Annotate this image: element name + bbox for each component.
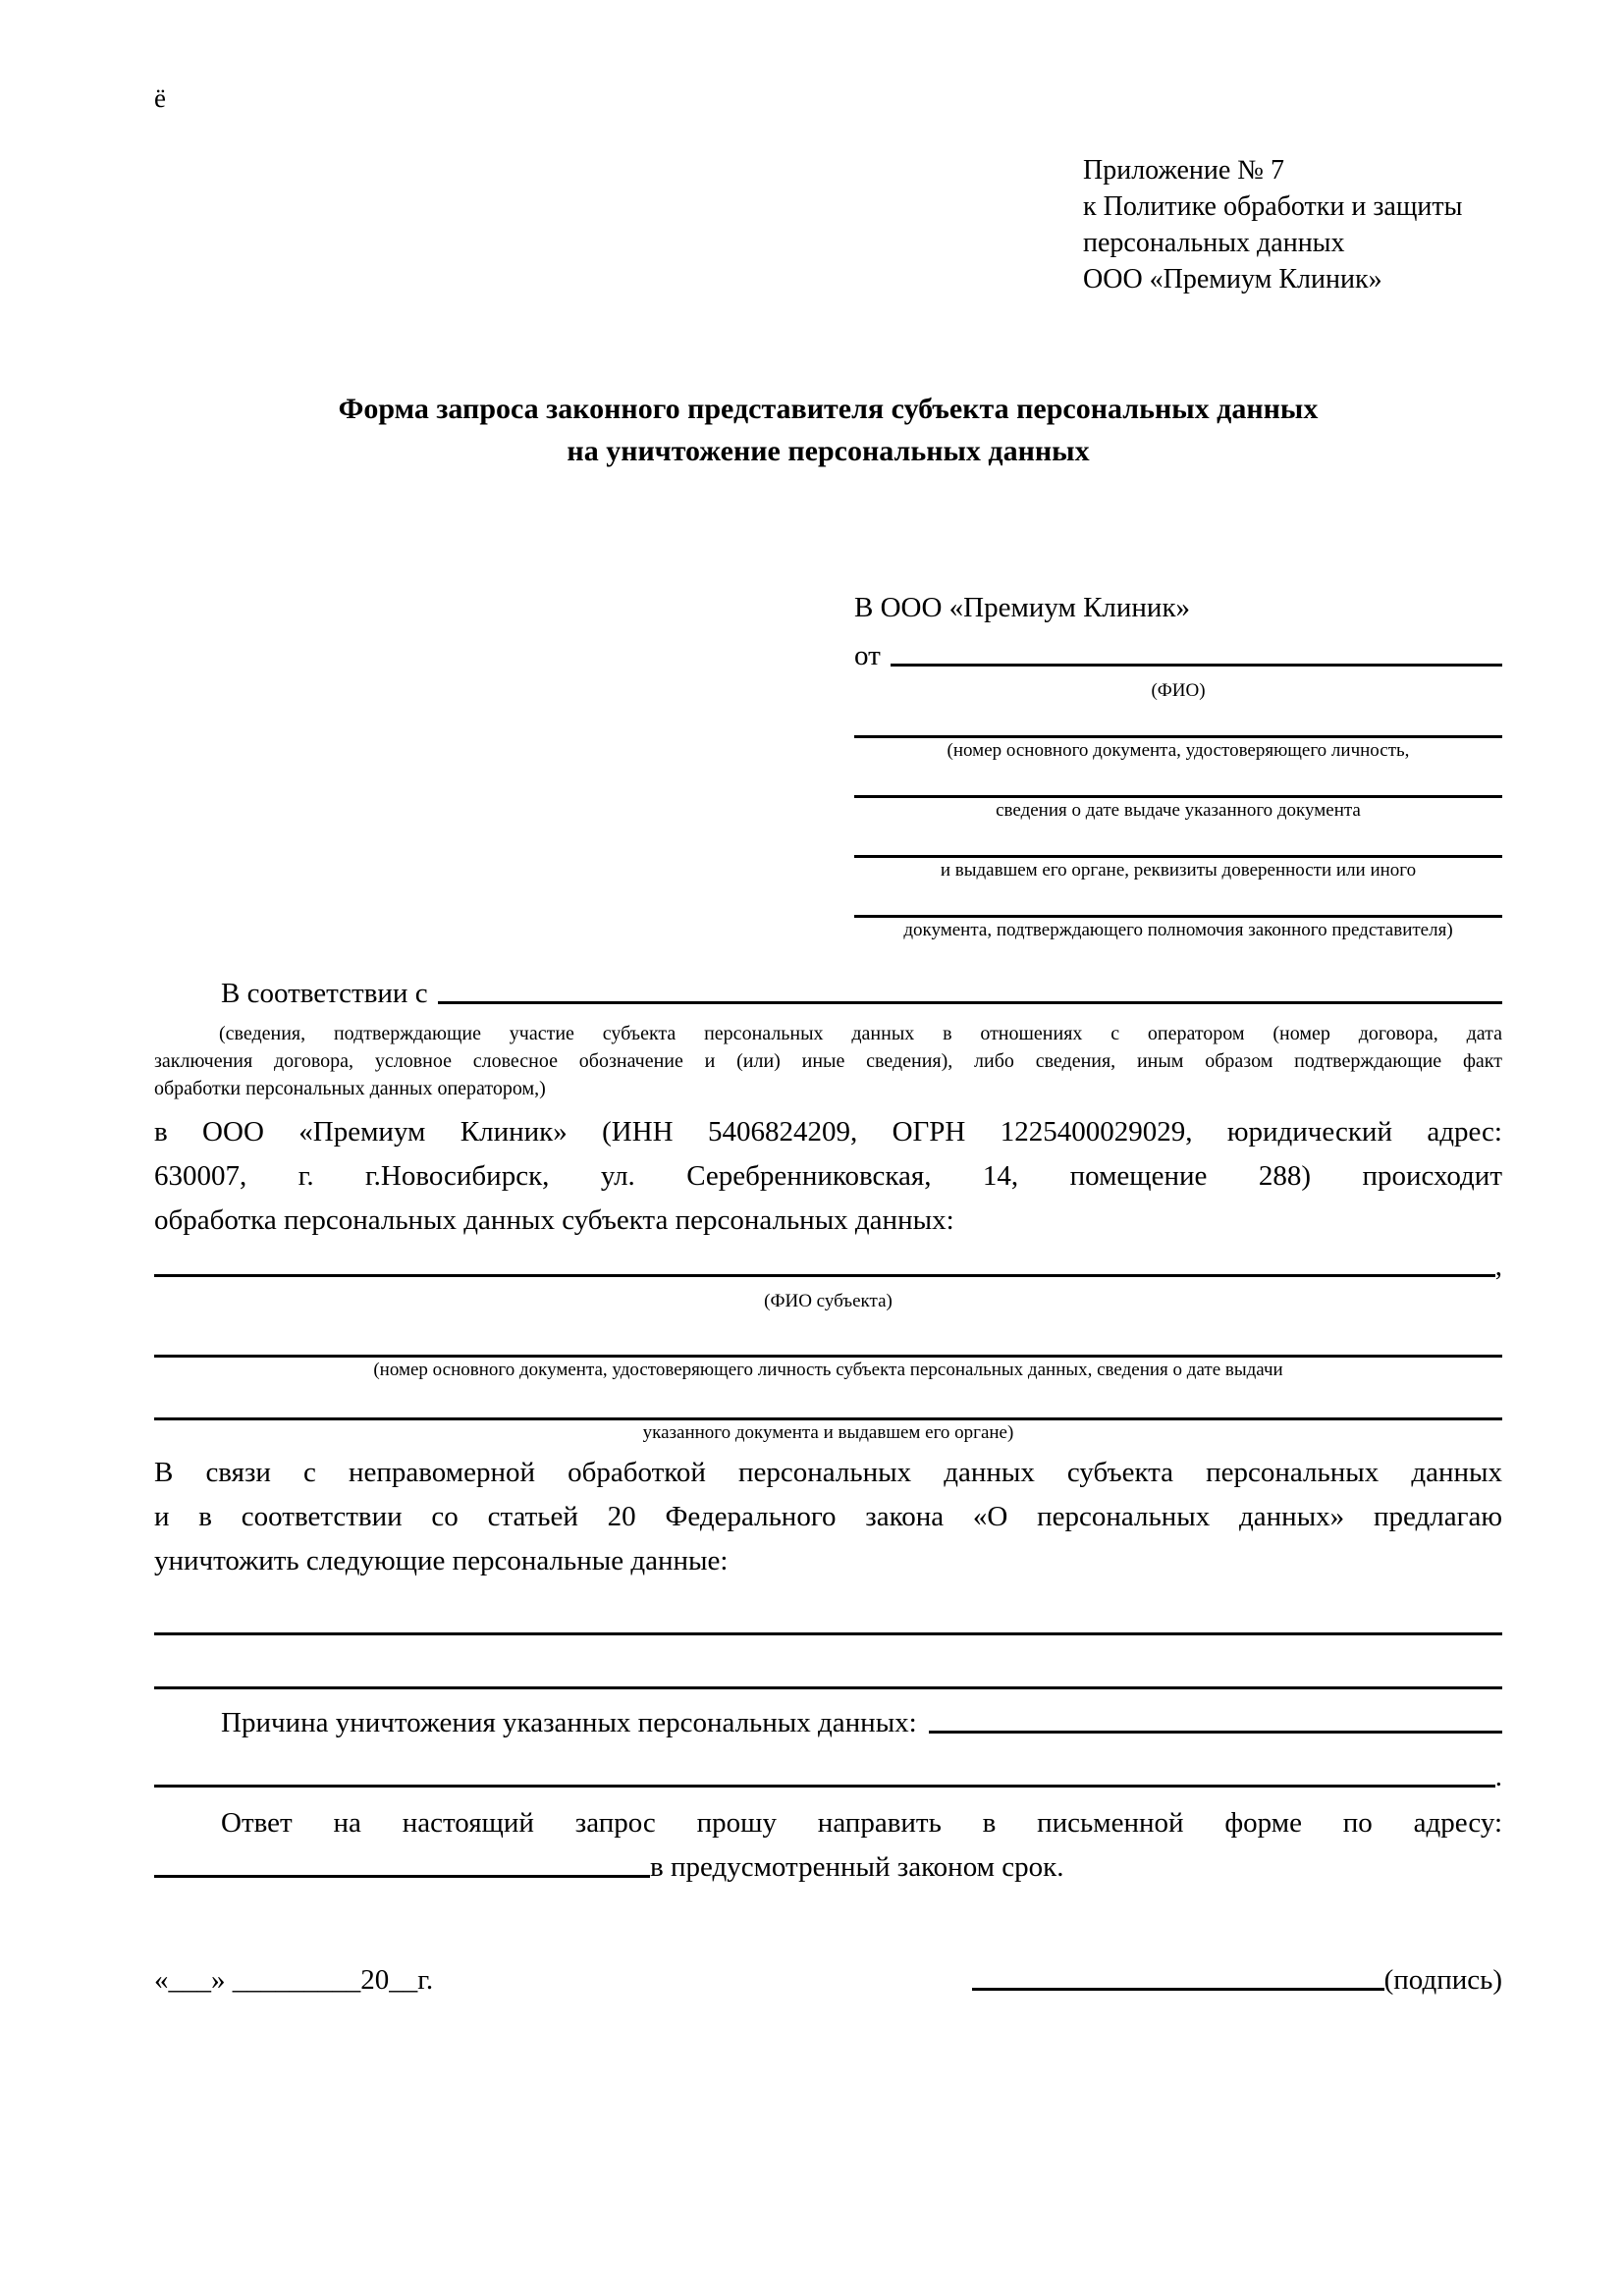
representative-doc-field-3: [854, 823, 1502, 882]
appendix-line-1: Приложение № 7: [1083, 155, 1284, 186]
appendix-line-4: ООО «Премиум Клиник»: [1083, 264, 1382, 294]
from-label: от: [854, 640, 881, 671]
reason-period: .: [1494, 1761, 1502, 1792]
appendix-line-3: персональных данных: [1083, 228, 1345, 258]
subject-fio-caption: (ФИО субъекта): [764, 1291, 893, 1311]
date-line: «___» _________20__г.: [154, 1964, 434, 1996]
signature-field: [972, 1958, 1384, 1991]
operator-line-3: обработка персональных данных субъекта персональных данных:: [154, 1204, 954, 1236]
signature-caption: (подпись): [1383, 1964, 1502, 1996]
blank-underline: [854, 882, 1502, 918]
note-line-2: заключения договора, условное словесное обозначение и (или) иные сведения), либо сведения, иным образом подтверждающие факт: [154, 1050, 1502, 1072]
data-to-destroy-field-2: [154, 1686, 1502, 1689]
footer-row: [154, 1958, 1502, 2002]
answer-tail-text: в предусмотренный законом срок.: [650, 1851, 1064, 1883]
subject-doc-caption-1: (номер основного документа, удостоверяющего личность субъекта персональных данных, сведения о дате выдачи: [373, 1360, 1283, 1380]
note-line-1: (сведения, подтверждающие участие субъекта персональных данных в отношениях с оператором (номер договора, дата: [219, 1023, 1502, 1044]
demand-paragraph: [154, 1451, 1502, 1583]
demand-line-2: и в соответствии со статьей 20 Федерального закона «О персональных данных» предлагаю: [154, 1501, 1502, 1532]
subject-fio-field: [154, 1245, 1495, 1277]
representative-doc-field-4: [854, 882, 1502, 942]
stray-char: ё: [154, 83, 166, 113]
reason-field-2: [154, 1755, 1495, 1788]
appendix-line-2: к Политике обработки и защиты: [1083, 191, 1463, 222]
answer-paragraph: Ответ на настоящий запрос прошу направить в письменной форме по адресу:: [221, 1807, 1502, 1839]
addressee-block: [854, 586, 1502, 942]
operator-line-1: в ООО «Премиум Клиник» (ИНН 5406824209, ОГРН 1225400029029, юридический адрес:: [154, 1116, 1502, 1148]
blank-underline: [854, 703, 1502, 738]
data-to-destroy-field-1: [154, 1632, 1502, 1635]
document-title: [154, 388, 1502, 472]
answer-tail-row: [154, 1845, 1502, 1890]
demand-line-3: уничтожить следующие персональные данные:: [154, 1545, 729, 1576]
field-caption-2: сведения о дате выдаче указанного документа: [996, 800, 1361, 821]
reason-field: [929, 1701, 1502, 1734]
blank-underline: [854, 823, 1502, 858]
subject-fio-row: [154, 1245, 1502, 1289]
accordance-field: [438, 972, 1502, 1004]
subject-fio-comma: ,: [1494, 1251, 1502, 1282]
addressee-organization: В ООО «Премиум Клиник»: [854, 592, 1191, 623]
accordance-note: [154, 1020, 1502, 1102]
operator-paragraph: [154, 1110, 1502, 1243]
subject-doc-caption-2: указанного документа и выдавшем его органе): [642, 1422, 1014, 1443]
reason-continuation-row: [154, 1755, 1502, 1799]
title-line-2: на уничтожение персональных данных: [567, 435, 1090, 467]
representative-name-field: [891, 634, 1502, 667]
note-line-3: обработки персональных данных оператором,): [154, 1078, 546, 1099]
from-row: [854, 634, 1502, 678]
field-caption-1: (номер основного документа, удостоверяющего личность,: [947, 740, 1410, 761]
answer-address-field: [154, 1845, 650, 1878]
representative-doc-field-2: [854, 763, 1502, 823]
operator-line-2: 630007, г. г.Новосибирск, ул. Серебренниковская, 14, помещение 288) происходит: [154, 1160, 1502, 1192]
signature-block: [972, 1958, 1502, 2002]
title-line-1: Форма запроса законного представителя субъекта персональных данных: [338, 393, 1319, 425]
appendix-block: [1083, 152, 1502, 297]
fio-caption: (ФИО): [1151, 680, 1206, 701]
field-caption-4: документа, подтверждающего полномочия законного представителя): [903, 920, 1453, 940]
field-caption-3: и выдавшем его органе, реквизиты доверенности или иного: [940, 860, 1417, 881]
reason-lead: Причина уничтожения указанных персональных данных:: [221, 1707, 917, 1738]
blank-underline: [854, 763, 1502, 798]
accordance-lead: В соответствии с: [221, 978, 428, 1009]
reason-row: [154, 1701, 1502, 1745]
accordance-row: [154, 972, 1502, 1016]
representative-doc-field-1: [854, 703, 1502, 763]
demand-line-1: В связи с неправомерной обработкой персональных данных субъекта персональных данных: [154, 1457, 1502, 1488]
